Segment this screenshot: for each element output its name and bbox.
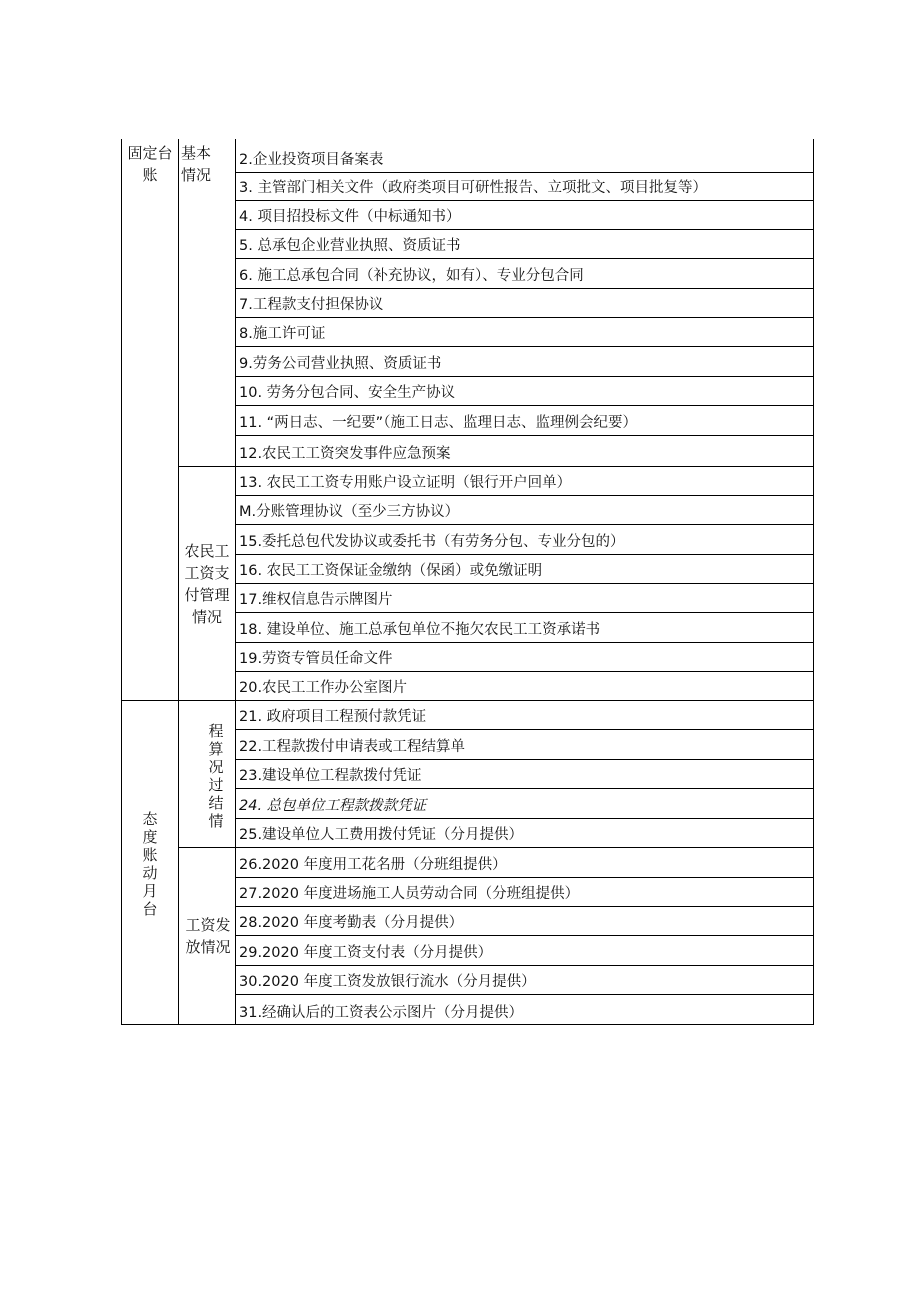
table-row	[236, 172, 813, 200]
item-text: 2.企业投资项目备案表	[239, 152, 384, 168]
table-row	[236, 495, 813, 524]
item-text: 20.农民工工作办公室图片	[239, 680, 408, 696]
table-row	[236, 612, 813, 642]
item-text: 18. 建设单位、施工总承包单位不拖欠农民工工资承诺书	[239, 622, 601, 638]
item-text: 31.经确认后的工资表公示图片（分月提供）	[239, 1005, 524, 1021]
table-row	[236, 200, 813, 229]
item-text: 7.工程款支付担保协议	[239, 297, 384, 313]
table-row	[236, 466, 813, 495]
item-text: 3. 主管部门相关文件（政府类项目可研性报告、立项批文、项目批复等）	[239, 180, 707, 196]
table-row	[236, 405, 813, 435]
item-text: 25.建设单位人工费用拨付凭证（分月提供）	[239, 827, 524, 843]
table-row	[236, 788, 813, 818]
table-row	[236, 818, 813, 847]
item-text: 19.劳资专管员任命文件	[239, 651, 393, 667]
section-wage-payment-mgmt: 农民工工资支付管理情况	[184, 542, 230, 626]
table-row	[236, 935, 813, 965]
item-text: 9.劳务公司营业执照、资质证书	[239, 356, 442, 372]
section-divider	[179, 847, 235, 848]
section-basic: 基本情况	[181, 144, 212, 184]
item-text: 4. 项目招投标文件（中标通知书）	[239, 209, 461, 225]
section-process: 程算况过结情	[208, 722, 224, 830]
item-text: 30.2020 年度工资发放银行流水（分月提供）	[239, 974, 536, 990]
item-text: 29.2020 年度工资支付表（分月提供）	[239, 945, 493, 961]
item-text: 24. 总包单位工程款拨款凭证	[239, 798, 427, 814]
table-row	[236, 139, 813, 172]
item-text: 5. 总承包企业营业执照、资质证书	[239, 238, 461, 254]
table-row	[236, 435, 813, 466]
item-text: 27.2020 年度进场施工人员劳动合同（分班组提供）	[239, 886, 580, 902]
item-text: 28.2020 年度考勤表（分月提供）	[239, 915, 464, 931]
table-row	[236, 642, 813, 671]
section-divider	[179, 466, 235, 467]
item-text: 12.农民工工资突发事件应急预案	[239, 446, 451, 462]
table-row	[236, 847, 813, 877]
table-row	[236, 258, 813, 288]
table-row	[236, 288, 813, 317]
table-row	[236, 671, 813, 700]
item-text: 6. 施工总承包合同（补充协议，如有）、专业分包合同	[239, 268, 584, 284]
category-dynamic-ledger: 态度账动月台	[142, 810, 158, 918]
item-text: 13. 农民工工资专用账户设立证明（银行开户回单）	[239, 475, 572, 491]
item-text: 15.委托总包代发协议或委托书（有劳务分包、专业分包的）	[239, 534, 625, 550]
item-text: 21. 政府项目工程预付款凭证	[239, 709, 427, 725]
section-wage-issuance: 工资发放情况	[185, 916, 231, 956]
item-text: 11. “两日志、一纪要”（施工日志、监理日志、监理例会纪要）	[239, 415, 637, 431]
item-text: 17.维权信息告示牌图片	[239, 592, 393, 608]
item-text: 23.建设单位工程款拨付凭证	[239, 768, 422, 784]
item-text: 10. 劳务分包合同、安全生产协议	[239, 385, 456, 401]
table-row	[236, 906, 813, 935]
table-row	[236, 877, 813, 906]
section-column	[179, 139, 236, 1024]
table-row	[236, 583, 813, 612]
item-text: 26.2020 年度用工花名册（分班组提供）	[239, 857, 507, 873]
table-row	[236, 317, 813, 346]
item-text: M.分账管理协议（至少三方协议）	[239, 504, 460, 520]
table-row	[236, 346, 813, 376]
ledger-table	[121, 139, 814, 1025]
category-divider	[122, 700, 178, 701]
section-divider	[179, 700, 235, 701]
table-row	[236, 376, 813, 405]
table-row	[236, 965, 813, 994]
items-column	[236, 139, 813, 1024]
item-text: 22.工程款拨付申请表或工程结算单	[239, 739, 466, 755]
category-fixed-ledger: 固定台账	[127, 144, 173, 184]
table-row	[236, 700, 813, 729]
table-row	[236, 759, 813, 788]
table-row	[236, 229, 813, 258]
item-text: 8.施工许可证	[239, 326, 326, 342]
table-row	[236, 994, 813, 1025]
table-row	[236, 729, 813, 759]
item-text: 16. 农民工工资保证金缴纳（保函）或免缴证明	[239, 563, 543, 579]
table-row	[236, 554, 813, 583]
category-column	[122, 139, 179, 1024]
table-row	[236, 524, 813, 554]
